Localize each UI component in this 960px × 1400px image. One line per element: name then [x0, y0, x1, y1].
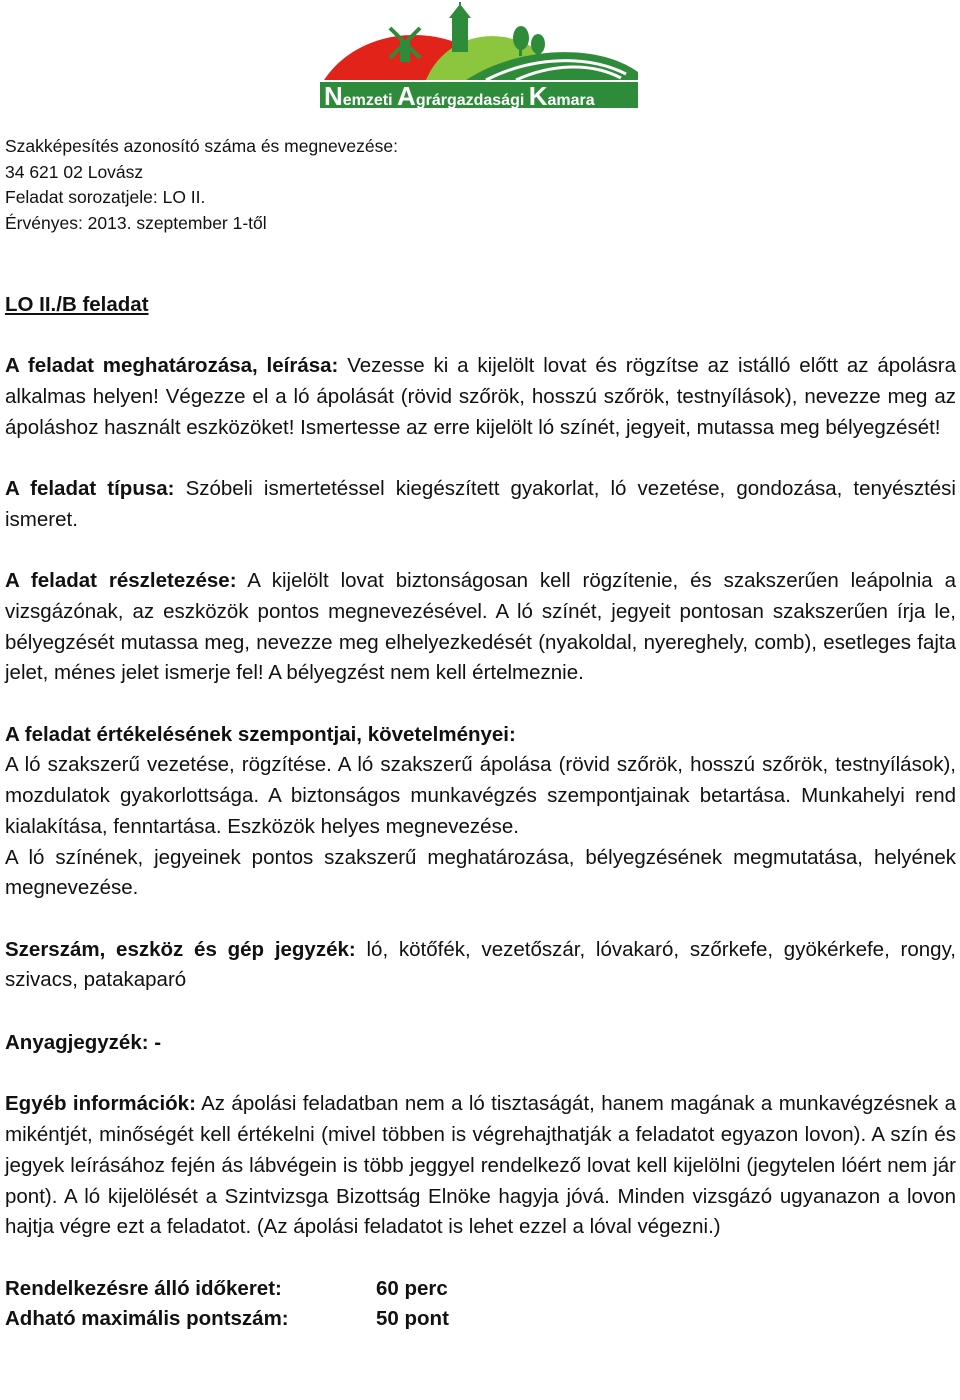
section-description-text: Vezesse ki a kijelölt lovat és rögzítse az istálló előtt az ápolásra alkalmas helyen! Végezze el a ló ápolását (rövid szőrök, hosszú szőrök, testnyílások), nevezze meg az ápoláshoz használt eszközöket! Ismertesse az erre kijelölt ló színét, jegyeit, mutassa meg bélyegzését! [5, 354, 956, 439]
logo-letter-n: N [324, 81, 343, 111]
section-other-info-label: Egyéb információk: [5, 1092, 196, 1116]
task-content [5, 290, 956, 1335]
time-row [5, 1274, 956, 1305]
task-series: Feladat sorozatjele: LO II. [5, 187, 206, 207]
time-value: 60 perc [376, 1276, 448, 1300]
document-metadata [5, 134, 398, 236]
logo-letter-k: K [528, 81, 548, 111]
section-type [5, 474, 956, 535]
section-other-info-text: Az ápolási feladatban nem a ló tisztaságát, hanem magának a munkavégzésnek a mikéntjét, minőségét kell értékelni (mivel többen is végrehajthatják a feladatot egyazon lovon). A szín és jegyek leírásához fején ás lábvégein is több jeggyel rendelkező lovat kell kijelölni (jegytelen lóért nem jár pont). A ló kijelölését a Szintvizsga Bizottság Elnöke hagyja jóvá. Minden vizsgázó ugyanazon a lovon hajtja végre ezt a feladatot. (Az ápolási feladatot is lehet ezzel a lóval végezni.) [5, 1092, 956, 1239]
time-label: Rendelkezésre álló időkeret: [5, 1276, 282, 1300]
section-description-label: A feladat meghatározása, leírása: [5, 354, 339, 378]
task-title: LO II./B feladat [5, 293, 149, 316]
points-label: Adható maximális pontszám: [5, 1307, 289, 1331]
section-evaluation-label [5, 720, 956, 751]
section-materials [5, 1028, 956, 1059]
section-details-label: A feladat részletezése: [5, 569, 237, 593]
section-other-info [5, 1089, 956, 1243]
qualification-label: Szakképesítés azonosító száma és megnevezése: [5, 136, 398, 156]
logo-word-3: amara [547, 92, 595, 109]
logo-word-2: grárgazdasági [415, 92, 529, 109]
logo-letter-a: A [397, 81, 416, 111]
chamber-logo [316, 2, 642, 112]
validity-date: Érvényes: 2013. szeptember 1-től [5, 212, 267, 233]
section-details [5, 566, 956, 689]
points-value: 50 pont [376, 1307, 449, 1331]
evaluation-heading: A feladat értékelésének szempontjai, követelményei: [5, 722, 516, 746]
logo-word-1: emzeti [342, 92, 398, 109]
section-tools-label: Szerszám, eszköz és gép jegyzék: [5, 937, 356, 961]
section-materials-label: Anyagjegyzék: - [5, 1031, 162, 1055]
section-tools-text: ló, kötőfék, vezetőszár, lóvakaró, szőrkefe, gyökérkefe, rongy, szivacs, patakaparó [5, 937, 956, 992]
section-description [5, 351, 956, 443]
qualification-code: 34 621 02 Lovász [5, 161, 144, 182]
section-tools [5, 935, 956, 996]
section-type-text: Szóbeli ismertetéssel kiegészített gyakorlat, ló vezetése, gondozása, tenyésztési ismeret. [5, 477, 956, 531]
section-details-text: A kijelölt lovat biztonságosan kell rögzítenie, és szakszerűen leápolnia a vizsgázónak, az eszközök pontos megnevezésével. A ló színét, jegyeit pontosan szakszerűen írja le, bélyegzését mutassa meg, nevezze meg elhelyezkedését (nyakoldal, nyereghely, comb), esetleges fajta jelet, ménes jelet ismerje fel! A bélyegzést nem kell értelmeznie. [5, 569, 956, 685]
points-row [5, 1304, 956, 1335]
section-type-label: A feladat típusa: [5, 477, 175, 501]
section-evaluation-text-1: A ló szakszerű vezetése, rögzítése. A ló szakszerű ápolása (rövid szőrök, hosszú szőrök, testnyílások), mozdulatok gyakorlottsága. A biztonságos munkavégzés szempontjainak betartása. Munkahelyi rend kialakítása, fenntartása. Eszközök helyes megnevezése. [5, 753, 956, 838]
section-evaluation-text-2: A ló színének, jegyeinek pontos szakszerű meghatározása, bélyegzésének megmutatása, helyének megnevezése. [5, 845, 956, 900]
